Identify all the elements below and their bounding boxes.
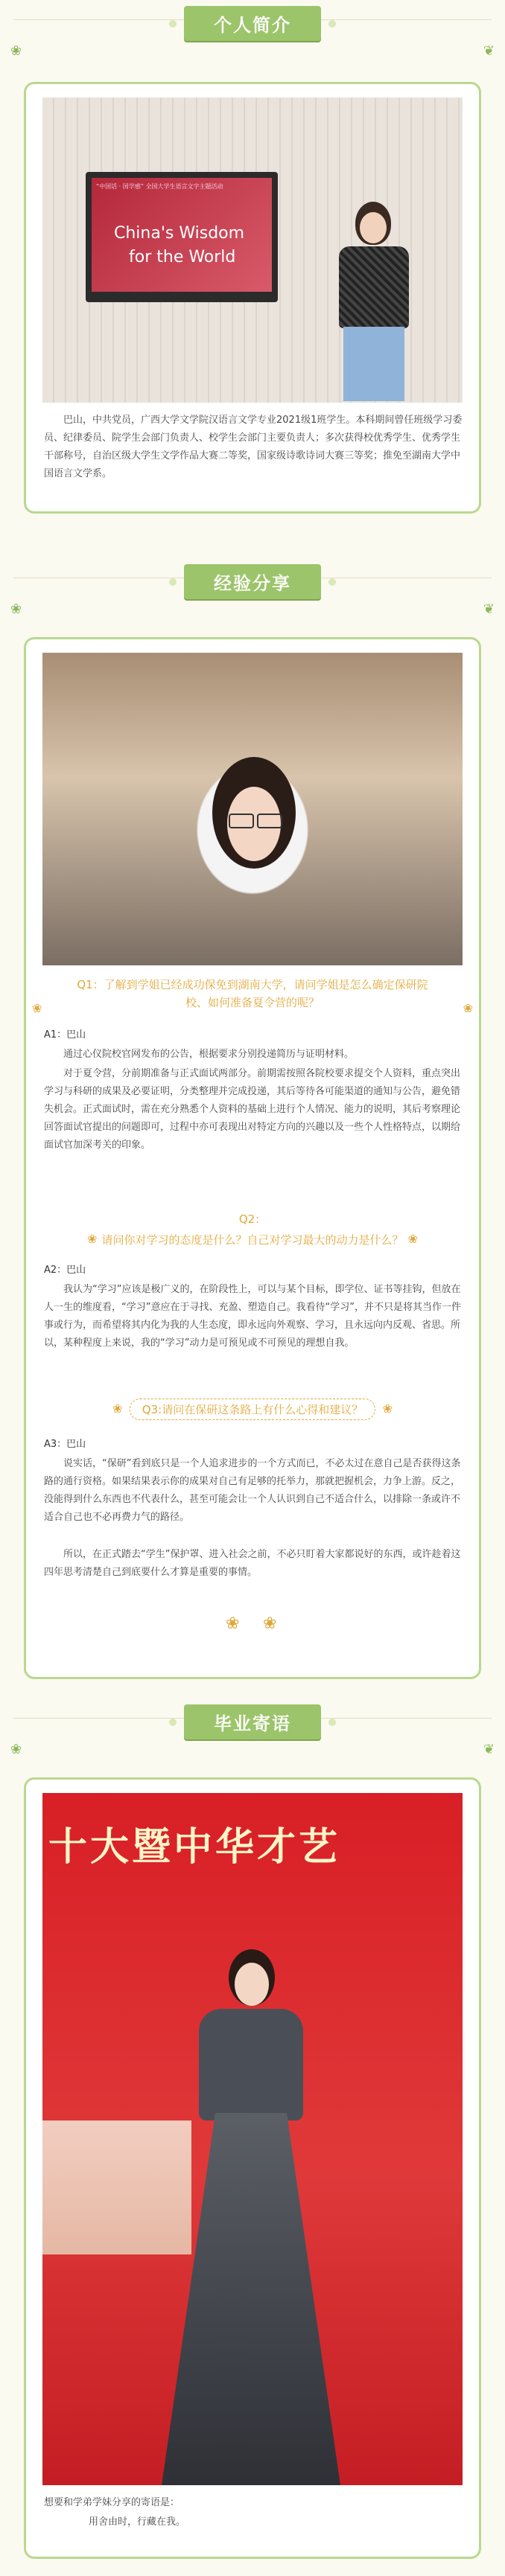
flower-icon: ❀	[226, 1614, 240, 1633]
question-2: 请问你对学习的态度是什么？自己对学习最大的动力是什么？	[101, 1233, 404, 1247]
section-title-profile: 个人简介	[184, 6, 321, 41]
presentation-screen	[86, 172, 278, 302]
screen-caption: “中国话 · 国学感” 全国大学生语言文字主题活动	[96, 183, 223, 190]
answer-3-paragraph-1: 说实话，“保研”看到底只是一个人追求进步的一个方式而已，不必太过在意自己是否获得这条路的通行资格。如果结果表示你的成果对自己有足够的托举力，那就把握机会，力争上游。反之，没能得到什么东西也不代表什么，甚至可能会让一个人认识到自己不适合什么，以排除一条或许不适合自己也不必再费力气的路径。	[44, 1458, 461, 1523]
screen-title-line1: China's Wisdom	[114, 224, 245, 243]
performer-figure	[154, 1949, 348, 2485]
flower-icon: ❀	[263, 1614, 277, 1633]
leaf-icon: ❀	[10, 1742, 22, 1757]
leaf-icon: ❀	[10, 43, 22, 59]
screen-title-line2: for the World	[129, 248, 236, 266]
section-title-experience: 经验分享	[184, 564, 321, 599]
profile-bio: 巴山，中共党员，广西大学文学院汉语言文学专业2021级1班学生。本科期间曾任班级学习委员、纪律委员、院学生会部门负责人、校学生会部门主要负责人；多次获得校优秀学生、优秀学生干部称号，自治区级大学生文学作品大赛二等奖，国家级诗歌诗词大赛三等奖；推免至湖南大学中国语言文学系。	[44, 415, 463, 479]
leaf-icon: ❀	[10, 601, 22, 617]
message-card	[24, 1777, 481, 2559]
question-3: Q3:请问在保研这条路上有什么心得和建议？	[130, 1399, 375, 1420]
leaf-icon: ❦	[483, 601, 495, 617]
flower-icon: ❀	[87, 1232, 98, 1246]
section-title-message: 毕业寄语	[184, 1704, 321, 1739]
answer-3-label: A3：巴山	[44, 1439, 86, 1450]
flower-icon: ❀	[382, 1402, 393, 1416]
message-intro: 想要和学弟学妹分享的寄语是：	[44, 2497, 180, 2508]
experience-card	[24, 637, 481, 1679]
stage-photo	[42, 1793, 463, 2485]
answer-1-paragraph-1: 通过心仪院校官网发布的公告，根据要求分别投递简历与证明材料。	[63, 1049, 355, 1060]
message-quote: 用舍由时，行藏在我。	[89, 2516, 186, 2528]
leaf-icon: ❦	[483, 1742, 495, 1757]
profile-photo	[42, 98, 463, 403]
heart-hands-photo	[42, 653, 463, 965]
question-1: Q1：了解到学姐已经成功保免到湖南大学，请问学姐是怎么确定保研院校、如何准备夏令营的呢？	[77, 978, 428, 1009]
answer-3-paragraph-2: 所以，在正式踏去“学生”保护罩、进入社会之前，不必只盯着大家都说好的东西，或许趁着这四年思考清楚自己到底要什么才算是重要的事情。	[44, 1549, 461, 1578]
leaf-icon: ❦	[483, 43, 495, 59]
flower-icon: ❀	[407, 1232, 418, 1246]
stage-banner-text: 十大暨中华才艺	[48, 1825, 341, 1870]
flower-icon: ❀	[32, 1001, 42, 1015]
face	[212, 757, 296, 869]
profile-card	[24, 82, 481, 514]
answer-1-paragraph-2: 对于夏令营，分前期准备与正式面试两部分。前期需按照各院校要求提交个人资料，重点突出学习与科研的成果及必要证明，分类整理并完成投递，其后等待各可能渠道的通知与公告，避免错失机会。正式面试时，需在充分熟悉个人资料的基础上进行个人情况、能力的说明，其后考察理论回答面试官提出的问题即可，过程中亦可表现出对特定方向的兴趣以及一些个人性格特点，以期给面试官加深考关的印象。	[44, 1068, 461, 1151]
question-2-label: Q2：	[238, 1212, 267, 1226]
flower-icon: ❀	[463, 1001, 473, 1015]
flower-icon: ❀	[112, 1402, 123, 1416]
answer-2-label: A2：巴山	[44, 1265, 86, 1276]
person-figure	[333, 202, 415, 403]
answer-2-paragraph: 我认为“学习”应该是极广义的，在阶段性上，可以与某个目标，即学位、证书等挂钩，但放在人一生的维度看，“学习”意应在于寻找、充盈、塑造自己。我看待“学习”，并不只是将其当作一件事或行为，而希望将其内化为我的人生态度，即永远向外观察、学习，且永远向内反观、省思。所以，某种程度上来说，我的“学习”动力是可预见或不可预见的理想自我。	[44, 1284, 461, 1349]
answer-1-label: A1：巴山	[44, 1029, 86, 1041]
